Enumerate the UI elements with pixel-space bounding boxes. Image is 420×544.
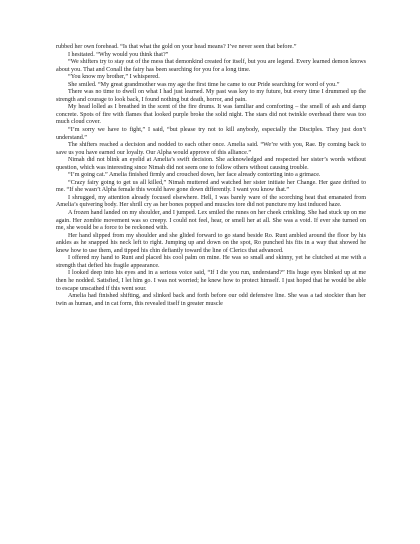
paragraph: Amelia had finished shifting, and slinked back and forth before our odd defensive line. She was a tad stockier than her twin as human, and in cat form, this revealed itself in greater muscle: [56, 293, 366, 307]
paragraph: A frozen hand landed on my shoulder, and I jumped. Lex smiled the runes on her cheek crinkling. She had stuck up on me again. Her zombie movement was so creepy. I could not feel, hear, or smell her at all. She was a void. If ever she turned on me, she would be a force to be reckoned with.: [56, 210, 366, 232]
paragraph: There was no time to dwell on what I had just learned. My past was key to my future, but every time I drummed up the strength and courage to look back, I found nothing but death, horror, and pain.: [56, 89, 366, 103]
paragraph: Nimah did not blink an eyelid at Amelia’s swift decision. She acknowledged and respected her sister’s words without question, which was interesting since Nimah did not seem one to follow others without causing trouble.: [56, 157, 366, 171]
paragraph: “I’m sorry we have to fight,” I said, “but please try not to kill anybody, especially the Disciples. They just don’t understand.”: [56, 127, 366, 141]
paragraph: My head lolled as I breathed in the scent of the fire drums. It was familiar and comforting – the smell of ash and damp concrete. Spots of fire with flames that looked purple broke the solid night. The stars did not twinkle overhead there was too much cloud cover.: [56, 104, 366, 126]
document-page: [56, 44, 366, 308]
paragraph: I hesitated. “Why would you think that?”: [68, 51, 169, 58]
paragraph: rubbed her own forehead. “Is that what the gold on your head means? I’ve never seen that before.”: [56, 44, 297, 50]
paragraph: I shrugged, my attention already focused elsewhere. Hell, I was barely ware of the scorching heat that emanated from Amelia’s quivering body. Her shrill cry as her bones popped and muscles tore did not puncture my lust induced haze.: [56, 194, 366, 209]
paragraph: I looked deep into his eyes and in a serious voice said, “If I die you run, understand?” His huge eyes blinked up at me then he nodded. Satisfied, I let him go. I was not worried; he knew how to protect himself. I just hoped that he would be able to escape unscathed if this went sour.: [56, 270, 366, 292]
paragraph: “We shifters try to stay out of the mess that demonkind created for itself, but you are legend. Every learned demon knows about you. That and Conall the fairy has been searching for you for a long time.: [56, 59, 366, 73]
paragraph: Her hand slipped from my shoulder and she glided forward to go stand beside Ro. Runt ambled around the floor by his ankles as he snapped his neck left to right. Jumping up and down on the spot, Ro punched his fits in a way that showed he knew how to use them, and tipped his chin defiantly toward the line of Clerics that advanced.: [56, 232, 366, 254]
paragraph: I offered my hand to Runt and placed his cool palm on mine. He was so small and skinny, yet he clutched at me with a strength that defied his fragile appearance.: [56, 255, 366, 269]
paragraph: “I’m going cat.” Amelia finished firmly and crouched down, her face already contorting into a grimace.: [68, 172, 321, 179]
paragraph: “Crazy fairy going to get us all killed,” Nimah muttered and watched her sister initiate her Change. Her gaze drifted to me. “If she wasn’t Alpha female this would have gone down differently. I want you know that.”: [56, 179, 366, 194]
paragraph: She smiled. “My great grandmother was my age the first time he came to our Pride searching for word of you.”: [68, 81, 340, 88]
paragraph: The shifters reached a decision and nodded to each other once. Amelia said. “We’re with you, Rae. By coming back to save us you have earned our loyalty. Our Alpha would approve of this alliance.”: [56, 142, 366, 156]
paragraph: “You know my brother,” I whispered.: [68, 74, 160, 81]
